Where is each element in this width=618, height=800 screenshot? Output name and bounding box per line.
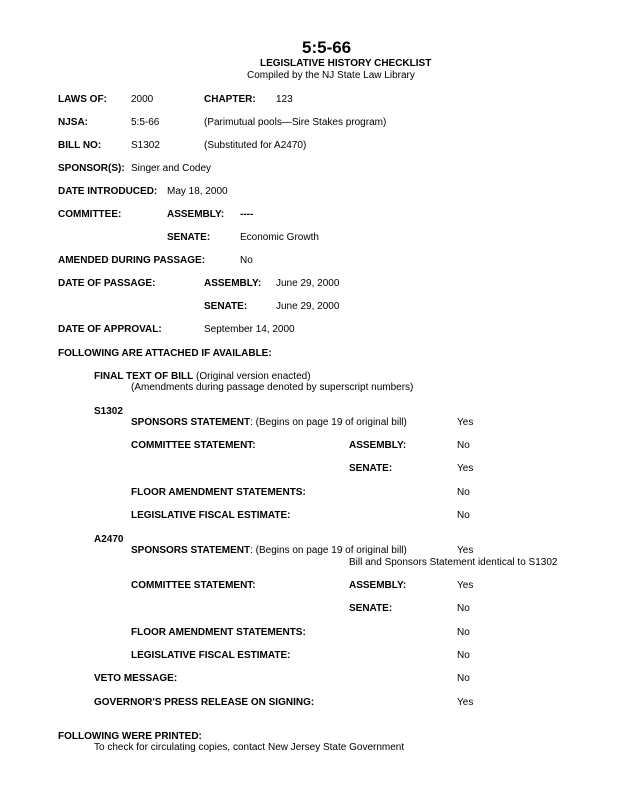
press-release-value: Yes <box>457 697 474 708</box>
compiled-by: Compiled by the NJ State Law Library <box>247 70 415 81</box>
a2470-sponsors-statement <box>131 545 407 557</box>
page-title: 5:5-66 <box>302 38 352 57</box>
veto-message-value: No <box>457 673 470 684</box>
a2470-committee-statement-label: COMMITTEE STATEMENT: <box>131 580 256 591</box>
veto-message-label: VETO MESSAGE: <box>94 673 178 684</box>
final-text-label: FINAL TEXT OF BILL <box>94 371 194 382</box>
date-introduced-label: DATE INTRODUCED: <box>58 186 158 197</box>
sponsors-label: SPONSOR(S): <box>58 163 125 174</box>
s1302-floor-amendment-label: FLOOR AMENDMENT STATEMENTS: <box>131 487 306 498</box>
chapter-label: CHAPTER: <box>204 94 256 105</box>
a2470-floor-amendment-value: No <box>457 627 470 638</box>
committee-senate-label: SENATE: <box>167 232 211 243</box>
committee-assembly-value: ---- <box>240 209 254 220</box>
final-text-sub: (Amendments during passage denoted by superscript numbers) <box>131 382 414 393</box>
s1302-senate-label: SENATE: <box>349 463 393 474</box>
s1302-sponsors-statement-note: : (Begins on page 19 of original bill) <box>250 417 407 428</box>
njsa-value: 5:5-66 <box>131 117 160 128</box>
s1302-fiscal-estimate-label: LEGISLATIVE FISCAL ESTIMATE: <box>131 510 291 521</box>
passage-assembly-value: June 29, 2000 <box>276 278 340 289</box>
njsa-label: NJSA: <box>58 117 89 128</box>
s1302-assembly-label: ASSEMBLY: <box>349 440 407 451</box>
passage-assembly-label: ASSEMBLY: <box>204 278 262 289</box>
date-passage-label: DATE OF PASSAGE: <box>58 278 156 289</box>
printed-heading: FOLLOWING WERE PRINTED: <box>58 731 202 742</box>
checklist-subtitle: LEGISLATIVE HISTORY CHECKLIST <box>260 58 432 69</box>
njsa-note: (Parimutual pools—Sire Stakes program) <box>204 117 387 128</box>
a2470-heading: A2470 <box>94 534 124 545</box>
passage-senate-value: June 29, 2000 <box>276 301 340 312</box>
a2470-fiscal-estimate-value: No <box>457 650 470 661</box>
s1302-floor-amendment-value: No <box>457 487 470 498</box>
a2470-senate-label: SENATE: <box>349 603 393 614</box>
a2470-sponsors-statement-value: Yes <box>457 545 474 556</box>
passage-senate-label: SENATE: <box>204 301 248 312</box>
amended-label: AMENDED DURING PASSAGE: <box>58 255 206 266</box>
s1302-heading: S1302 <box>94 406 123 417</box>
committee-senate-value: Economic Growth <box>240 232 319 243</box>
committee-assembly-label: ASSEMBLY: <box>167 209 225 220</box>
a2470-sponsors-statement-note: : (Begins on page 19 of original bill) <box>250 545 407 556</box>
date-introduced-value: May 18, 2000 <box>167 186 228 197</box>
s1302-sponsors-statement-value: Yes <box>457 417 474 428</box>
printed-note: To check for circulating copies, contact New Jersey State Government <box>94 742 405 753</box>
amended-value: No <box>240 255 253 266</box>
date-approval-value: September 14, 2000 <box>204 324 295 335</box>
s1302-assembly-value: No <box>457 440 470 451</box>
bill-no-note: (Substituted for A2470) <box>204 140 307 151</box>
date-approval-label: DATE OF APPROVAL: <box>58 324 162 335</box>
a2470-sponsors-statement-sub: Bill and Sponsors Statement identical to S1302 <box>349 557 558 568</box>
a2470-sponsors-statement-label: SPONSORS STATEMENT <box>131 545 251 556</box>
final-text-note: (Original version enacted) <box>193 371 311 382</box>
a2470-floor-amendment-label: FLOOR AMENDMENT STATEMENTS: <box>131 627 306 638</box>
s1302-committee-statement-label: COMMITTEE STATEMENT: <box>131 440 256 451</box>
a2470-fiscal-estimate-label: LEGISLATIVE FISCAL ESTIMATE: <box>131 650 291 661</box>
s1302-fiscal-estimate-value: No <box>457 510 470 521</box>
a2470-assembly-value: Yes <box>457 580 474 591</box>
committee-label: COMMITTEE: <box>58 209 122 220</box>
s1302-sponsors-statement <box>131 417 407 429</box>
a2470-assembly-label: ASSEMBLY: <box>349 580 407 591</box>
press-release-label: GOVERNOR'S PRESS RELEASE ON SIGNING: <box>94 697 315 708</box>
bill-no-value: S1302 <box>131 140 160 151</box>
s1302-senate-value: Yes <box>457 463 474 474</box>
laws-of-value: 2000 <box>131 94 154 105</box>
bill-no-label: BILL NO: <box>58 140 102 151</box>
chapter-value: 123 <box>276 94 293 105</box>
s1302-sponsors-statement-label: SPONSORS STATEMENT <box>131 417 251 428</box>
laws-of-label: LAWS OF: <box>58 94 107 105</box>
attached-heading: FOLLOWING ARE ATTACHED IF AVAILABLE: <box>58 348 272 359</box>
a2470-senate-value: No <box>457 603 470 614</box>
sponsors-value: Singer and Codey <box>131 163 212 174</box>
